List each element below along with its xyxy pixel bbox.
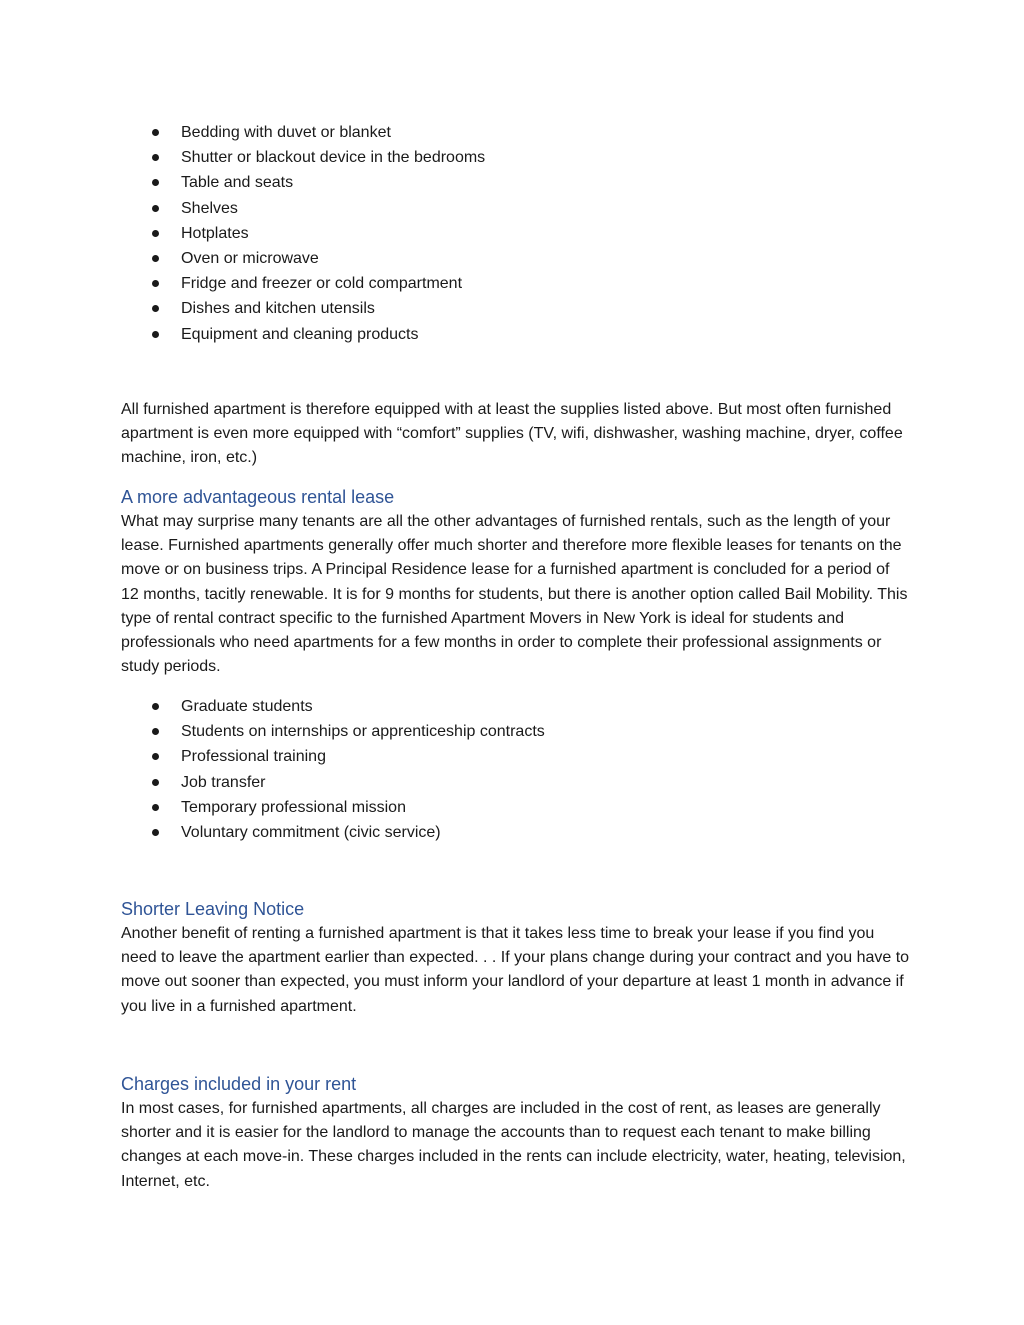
section-heading-rental-lease: A more advantageous rental lease (121, 487, 395, 507)
tenant-types-list (150, 694, 545, 845)
bullet-icon (152, 129, 159, 136)
summary-paragraph: All furnished apartment is therefore equipped with at least the supplies listed above. But most often furnished apartment is even more equipped with “comfort” supplies (TV, wifi, dishwasher, washing machine, dryer, coffee machine, iron, etc.) (121, 401, 903, 467)
list-item-text: Dishes and kitchen utensils (181, 300, 375, 318)
list-item-text: Professional training (181, 748, 326, 766)
list-item (150, 322, 485, 347)
list-item (150, 744, 545, 769)
bullet-icon (152, 703, 159, 710)
section-heading-leaving-notice: Shorter Leaving Notice (121, 899, 305, 919)
list-item-text: Shutter or blackout device in the bedrooms (181, 149, 486, 167)
list-item (150, 795, 545, 820)
list-item-text: Students on internships or apprenticeship contracts (181, 723, 545, 741)
section-heading-charges: Charges included in your rent (121, 1074, 357, 1094)
section-body-rental-lease: What may surprise many tenants are all the other advantages of furnished rentals, such as the length of your lease. Furnished apartments generally offer much shorter and therefore more flexible leases for tenants on the move or on business trips. A Principal Residence lease for a furnished apartment is concluded for a period of 12 months, tacitly renewable. It is for 9 months for students, but there is another option called Bail Mobility. This type of rental contract specific to the furnished Apartment Movers in New York is ideal for students and professionals who need apartments for a few months in order to complete their professional assignments or study periods. (121, 513, 908, 676)
list-item-text: Voluntary commitment (civic service) (181, 823, 441, 841)
list-item (150, 296, 485, 321)
section-body-leaving-notice: Another benefit of renting a furnished apartment is that it takes less time to break your lease if you find you need to leave the apartment earlier than expected. . . If your plans change during your contract and you have to move out sooner than expected, you must inform your landlord of your departure at least 1 month in advance if you live in a furnished apartment. (121, 925, 910, 1015)
list-item-text: Hotplates (181, 224, 249, 242)
list-item (150, 221, 485, 246)
bullet-icon (152, 804, 159, 811)
bullet-icon (152, 728, 159, 735)
bullet-icon (152, 255, 159, 262)
bullet-icon (152, 205, 159, 212)
list-item-text: Shelves (181, 199, 238, 217)
list-item-text: Job transfer (181, 773, 266, 791)
bullet-icon (152, 753, 159, 760)
bullet-icon (152, 280, 159, 287)
list-item-text: Oven or microwave (181, 249, 319, 267)
list-item (150, 694, 545, 719)
list-item (150, 770, 545, 795)
bullet-icon (152, 331, 159, 338)
furnishings-list (150, 120, 485, 347)
bullet-icon (152, 779, 159, 786)
list-item (150, 120, 485, 145)
list-item-text: Graduate students (181, 698, 313, 715)
bullet-icon (152, 179, 159, 186)
bullet-icon (152, 305, 159, 312)
list-item-text: Bedding with duvet or blanket (181, 124, 391, 141)
list-item (150, 170, 485, 195)
list-item-text: Table and seats (181, 174, 294, 192)
list-item (150, 719, 545, 744)
list-item (150, 271, 485, 296)
list-item (150, 820, 545, 845)
list-item-text: Temporary professional mission (181, 798, 406, 816)
bullet-icon (152, 154, 159, 161)
list-item (150, 145, 485, 170)
list-item-text: Equipment and cleaning products (181, 325, 419, 343)
bullet-icon (152, 230, 159, 237)
list-item (150, 196, 485, 221)
section-body-charges: In most cases, for furnished apartments, all charges are included in the cost of rent, as leases are generally shorter and it is easier for the landlord to manage the accounts than to request each tenant to make billing changes at each move-in. These charges included in the rents can include electricity, water, heating, television, Internet, etc. (121, 1100, 906, 1190)
list-item-text: Fridge and freezer or cold compartment (181, 275, 463, 293)
list-item (150, 246, 485, 271)
bullet-icon (152, 829, 159, 836)
